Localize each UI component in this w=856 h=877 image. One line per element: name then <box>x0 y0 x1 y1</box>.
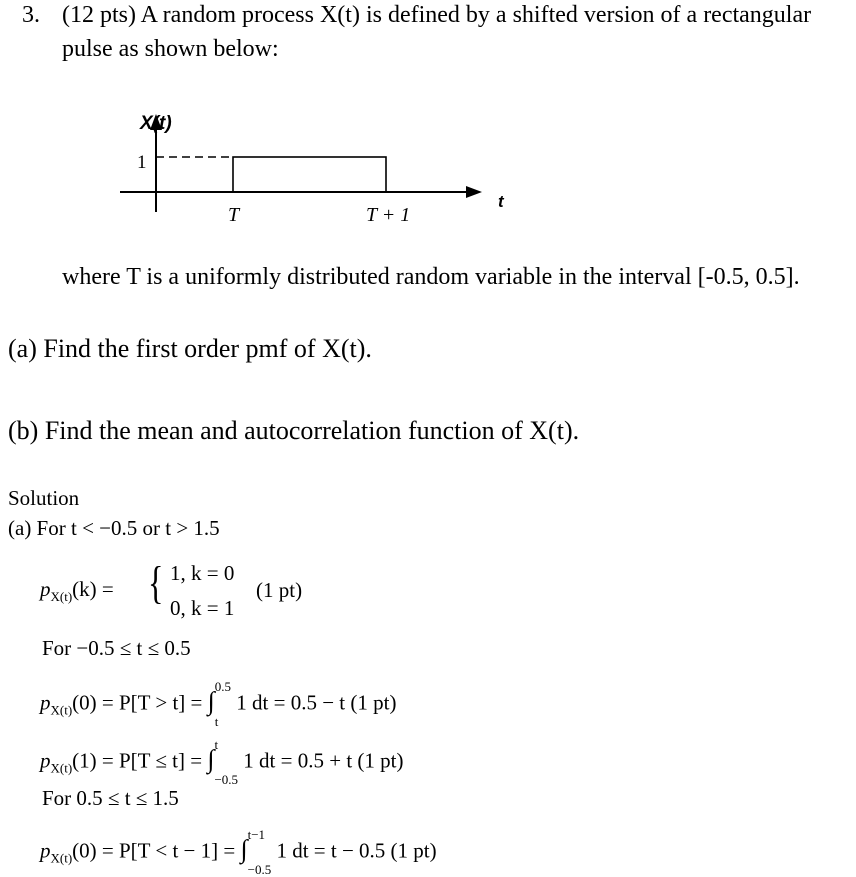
pmf-1-brace: { <box>148 557 164 608</box>
problem-number: 3. <box>22 2 40 28</box>
solution-heading: Solution <box>8 486 80 510</box>
pulse-figure <box>100 100 520 235</box>
x-axis-label: t <box>498 192 504 211</box>
case-3-condition: For 0.5 ≤ t ≤ 1.5 <box>42 786 179 810</box>
eq-2: $p_{X(t)}(0) = P[T > t] = \int^{0.5}$ $_t$ 1 dt = 0.5 − t (1 pt) <box>40 679 397 730</box>
pmf-1-points: (1 pt) <box>256 578 303 602</box>
x-axis-arrow <box>466 186 482 198</box>
level-label: 1 <box>137 152 147 173</box>
pmf-1-lhs: $p_{X(t)}(k)$ = <box>40 577 114 605</box>
y-axis-label: X(t) <box>140 113 172 134</box>
case-1-condition: (a) For t < −0.5 or t > 1.5 <box>8 516 220 540</box>
eq-3: $p_{X(t)}(1) = P[T \le t] = \int^t$ $_{-0.5}$ 1 dt = 0.5 + t (1 pt) <box>40 737 404 788</box>
eq-4: $p_{X(t)}(0) = P[T < t - 1] = \int^{t-1}$ $_{-0.5}$ 1 dt = t − 0.5 (1 pt) <box>40 827 437 877</box>
where-line: where T is a uniformly distributed random variable in the interval [-0.5, 0.5]. <box>62 264 800 290</box>
pmf-1-row-1: 1, k = 0 <box>170 561 235 585</box>
part-a-question: (a) Find the first order pmf of X(t). <box>8 334 372 363</box>
case-2-condition: For −0.5 ≤ t ≤ 0.5 <box>42 636 191 660</box>
problem-line-1: (12 pts) A random process X(t) is defined by a shifted version of a rectangular <box>62 2 812 28</box>
t-start-label: T <box>228 204 240 226</box>
problem-line-2: pulse as shown below: <box>62 36 279 62</box>
pmf-1-row-2: 0, k = 1 <box>170 596 235 620</box>
pulse-rectangle <box>233 157 386 192</box>
t-end-label: T + 1 <box>366 204 411 226</box>
part-b-question: (b) Find the mean and autocorrelation function of X(t). <box>8 416 580 445</box>
